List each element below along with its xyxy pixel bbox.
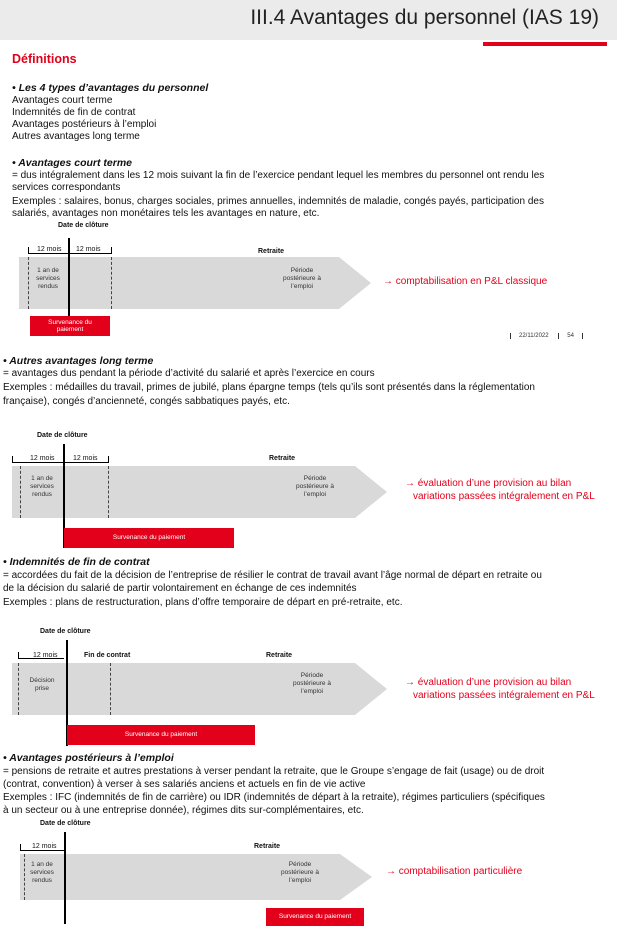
page-title: III.4 Avantages du personnel (IAS 19) [250, 6, 599, 29]
retirement-label: Retraite [269, 455, 296, 462]
termination-line: = accordées du fait de la décision de l’entreprise de résilier le contrat de travail avant l’âge normal de départ en retraite ou [3, 570, 542, 581]
retirement-label: Retraite [266, 652, 293, 659]
termination-title: • Indemnités de fin de contrat [3, 556, 150, 568]
post-employment-box-text: Période postérieure à l’emploi [296, 475, 334, 498]
span-arrow [20, 850, 64, 851]
payment-box: Survenance du paiement [30, 316, 110, 336]
closing-date-label: Date de clôture [58, 222, 109, 229]
closing-date-label: Date de clôture [40, 820, 91, 827]
contract-end-label: Fin de contrat [84, 652, 131, 659]
payment-box: Survenance du paiement [67, 725, 255, 745]
short-term-line: = dus intégralement dans les 12 mois suivant la fin de l’exercice pendant lequel les membres du personnel ont rendu les [12, 170, 545, 181]
footer-date: 22/11/2022 54 [510, 333, 583, 339]
decision-box-text: Décision prise [29, 677, 55, 692]
post-employment-line: à un secteur ou à une entreprise donnée), régimes dits sur-complémentaires, etc. [3, 805, 364, 816]
termination-line: de la décision du salarié de partir volontairement en échange de ces indemnités [3, 583, 357, 594]
post-employment-box-text: Période postérieure à l’emploi [281, 861, 319, 884]
service-box-text: 1 an de services rendus [30, 861, 54, 884]
post-employment-line: = pensions de retraite et autres prestations à verser pendant la retraite, que le Groupe s’engage de fait (usage) ou de droit [3, 766, 545, 777]
span-label: 12 mois [76, 246, 101, 253]
span-label: 12 mois [30, 455, 55, 462]
span-label: 12 mois [32, 843, 57, 850]
span-label: 12 mois [33, 652, 58, 659]
service-box-text: 1 an de services rendus [30, 475, 54, 498]
closing-date-label: Date de clôture [37, 432, 88, 439]
short-term-line: salariés, avantages non monétaires tels les avantages en nature, etc. [12, 208, 320, 219]
termination-line: Exemples : plans de restructuration, plans d’offre temporaire de départ en pré-retraite, etc. [3, 597, 403, 608]
footer-page: 54 [558, 333, 574, 339]
accounting-note: → évaluation d’une provision au bilan [405, 677, 572, 688]
accounting-note: → évaluation d’une provision au bilan [405, 478, 572, 489]
long-term-line: Exemples : médailles du travail, primes de jubilé, plans épargne temps (tels qu’ils sont présentés dans la réglementation [3, 382, 535, 393]
span-label: 12 mois [37, 246, 62, 253]
long-term-line: = avantages dus pendant la période d’activité du salarié et après l’exercice en cours [3, 368, 375, 379]
span-label: 12 mois [73, 455, 98, 462]
title-underline [483, 42, 607, 46]
definitions-heading: Définitions [12, 52, 77, 66]
short-term-line: Exemples : salaires, bonus, charges sociales, primes annuelles, indemnités de maladie, congés payés, participation des [12, 196, 544, 207]
long-term-line: française), congés d’ancienneté, congés sabbatiques payés, etc. [3, 396, 290, 407]
accounting-note: → comptabilisation particulière [386, 866, 523, 877]
span-arrow [28, 253, 112, 254]
short-term-title: • Avantages court terme [12, 157, 132, 169]
span-arrow [12, 462, 108, 463]
accounting-note: → comptabilisation en P&L classique [383, 276, 548, 287]
closing-date-label: Date de clôture [40, 628, 91, 635]
types-title: • Les 4 types d’avantages du personnel [12, 82, 209, 94]
post-employment-line: Exemples : IFC (indemnités de fin de carrière) ou IDR (indemnités de départ à la retraite), régimes particuliers (spécifiques [3, 792, 545, 803]
post-employment-line: (contrat, convention) à verser à ses salariés anciens et actuels en fin de vie active [3, 779, 366, 790]
post-employment-title: • Avantages postérieurs à l’emploi [3, 752, 174, 764]
closing-date-line [64, 832, 66, 924]
retirement-label: Retraite [254, 843, 281, 850]
accounting-note: variations passées intégralement en P&L [413, 690, 595, 701]
short-term-line: services correspondants [12, 182, 121, 193]
types-item: Avantages court terme [12, 95, 113, 106]
service-box-text: 1 an de services rendus [36, 267, 60, 290]
types-item: Indemnités de fin de contrat [12, 107, 136, 118]
types-item: Autres avantages long terme [12, 131, 140, 142]
post-employment-box-text: Période postérieure à l’emploi [293, 672, 331, 695]
payment-box: Survenance du paiement [266, 908, 364, 926]
long-term-title: • Autres avantages long terme [3, 355, 154, 367]
types-item: Avantages postérieurs à l’emploi [12, 119, 157, 130]
accounting-note: variations passées intégralement en P&L [413, 491, 595, 502]
retirement-label: Retraite [258, 248, 285, 255]
post-employment-box-text: Période postérieure à l’emploi [283, 267, 321, 290]
payment-box: Survenance du paiement [64, 528, 234, 548]
